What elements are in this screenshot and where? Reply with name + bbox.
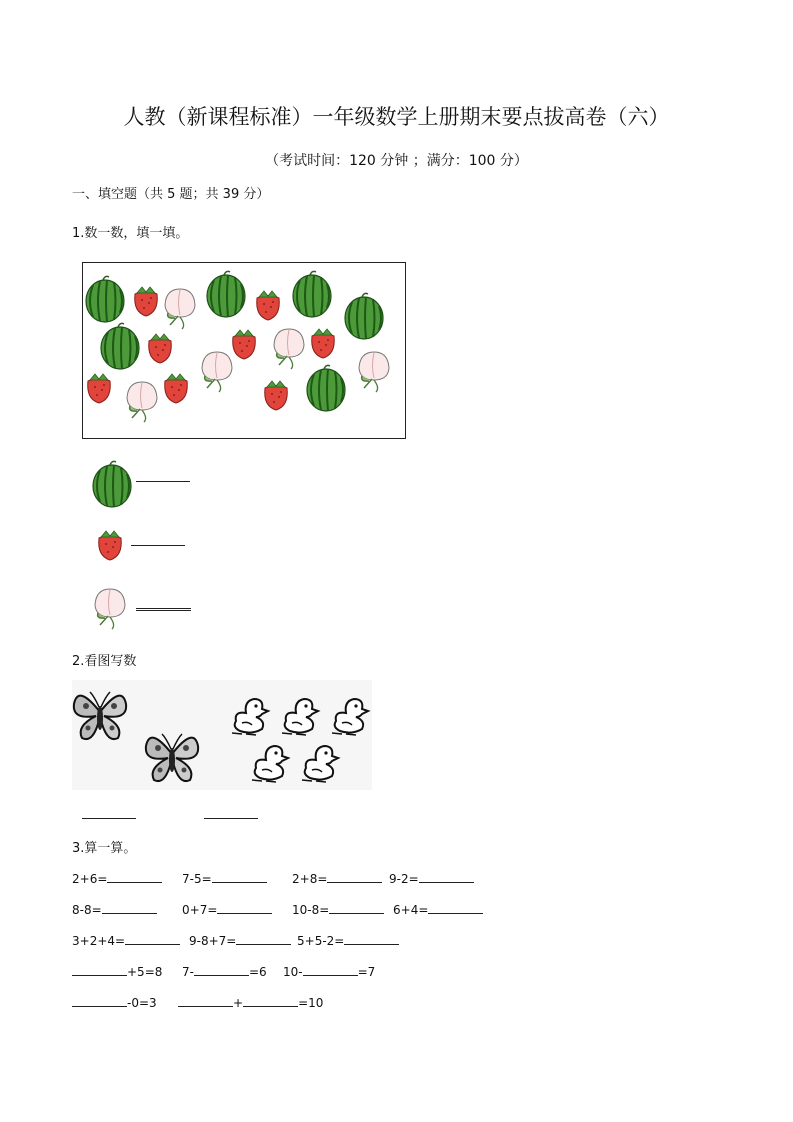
watermelon-icon xyxy=(293,271,331,317)
equation-item: 7- =6 xyxy=(182,965,267,979)
q2-prompt: 2.看图写数 xyxy=(72,654,137,669)
answer-blank[interactable] xyxy=(327,870,382,883)
q1-prompt: 1.数一数，填一填。 xyxy=(72,226,189,241)
answer-blank[interactable] xyxy=(329,901,384,914)
watermelon-icon xyxy=(93,461,131,507)
equation-item: 10-8= xyxy=(292,901,384,917)
peach-icon xyxy=(359,352,389,392)
answer-blank[interactable] xyxy=(72,963,127,976)
strawberry-icon xyxy=(99,531,122,560)
peach-icon xyxy=(274,329,304,369)
butterfly-count-blank[interactable] xyxy=(82,818,136,819)
answer-blank[interactable] xyxy=(107,870,162,883)
answer-blank[interactable] xyxy=(236,932,291,945)
page-title: 人教（新课程标准）一年级数学上册期末要点拔高卷（六） xyxy=(123,105,670,129)
equation-item: 2+6= xyxy=(72,870,162,886)
equation-item: 10- =7 xyxy=(283,965,376,979)
equation-item: 7-5= xyxy=(182,870,267,886)
watermelon-icon xyxy=(345,293,383,339)
peach-icon xyxy=(202,352,232,392)
duck-count-blank[interactable] xyxy=(204,818,258,819)
exam-info: （考试时间：120 分钟 ；满分：100 分） xyxy=(265,153,528,169)
strawberry-icon xyxy=(135,287,158,316)
equation-item: 9-8+7= xyxy=(189,932,291,948)
fruit-picture-box xyxy=(82,262,406,439)
peach-icon xyxy=(127,382,157,422)
equation-item: -0=3 xyxy=(72,994,157,1010)
strawberry-icon xyxy=(233,330,256,359)
strawberry-icon xyxy=(149,334,172,363)
watermelon-count-blank[interactable] xyxy=(136,481,190,482)
strawberry-icon xyxy=(312,329,335,358)
answer-blank[interactable] xyxy=(217,901,272,914)
answer-blank[interactable] xyxy=(178,994,233,1007)
watermelon-icon xyxy=(207,271,245,317)
animal-picture xyxy=(72,680,372,790)
fruit-legend xyxy=(86,460,136,640)
strawberry-icon xyxy=(88,374,111,403)
strawberry-icon xyxy=(257,291,280,320)
answer-blank[interactable] xyxy=(72,994,127,1007)
peach-icon xyxy=(165,289,195,329)
answer-blank[interactable] xyxy=(243,994,298,1007)
equation-item: 9-2= xyxy=(389,870,474,886)
equation-item: 5+5-2= xyxy=(297,932,399,948)
answer-blank[interactable] xyxy=(102,901,157,914)
answer-blank[interactable] xyxy=(344,932,399,945)
peach-count-blank[interactable] xyxy=(136,608,191,611)
answer-blank[interactable] xyxy=(194,963,249,976)
watermelon-icon xyxy=(307,365,345,411)
equation-item: 8-8= xyxy=(72,901,157,917)
watermelon-icon xyxy=(86,276,124,322)
fruit-scatter xyxy=(83,263,405,438)
equation-item: +5=8 xyxy=(72,963,162,979)
watermelon-icon xyxy=(101,323,139,369)
equation-item: 2+8= xyxy=(292,870,382,886)
peach-icon xyxy=(95,589,125,629)
strawberry-icon xyxy=(165,374,188,403)
strawberry-count-blank[interactable] xyxy=(131,545,185,546)
strawberry-icon xyxy=(265,381,288,410)
equation-item: 6+4= xyxy=(393,901,483,917)
equation-item: 3+2+4= xyxy=(72,932,180,948)
answer-blank[interactable] xyxy=(303,963,358,976)
equation-item: + =10 xyxy=(178,994,323,1010)
answer-blank[interactable] xyxy=(428,901,483,914)
q3-prompt: 3.算一算。 xyxy=(72,841,137,856)
answer-blank[interactable] xyxy=(212,870,267,883)
answer-blank[interactable] xyxy=(125,932,180,945)
section-heading: 一、填空题（共 5 题；共 39 分） xyxy=(72,187,270,202)
equation-item: 0+7= xyxy=(182,901,272,917)
answer-blank[interactable] xyxy=(419,870,474,883)
